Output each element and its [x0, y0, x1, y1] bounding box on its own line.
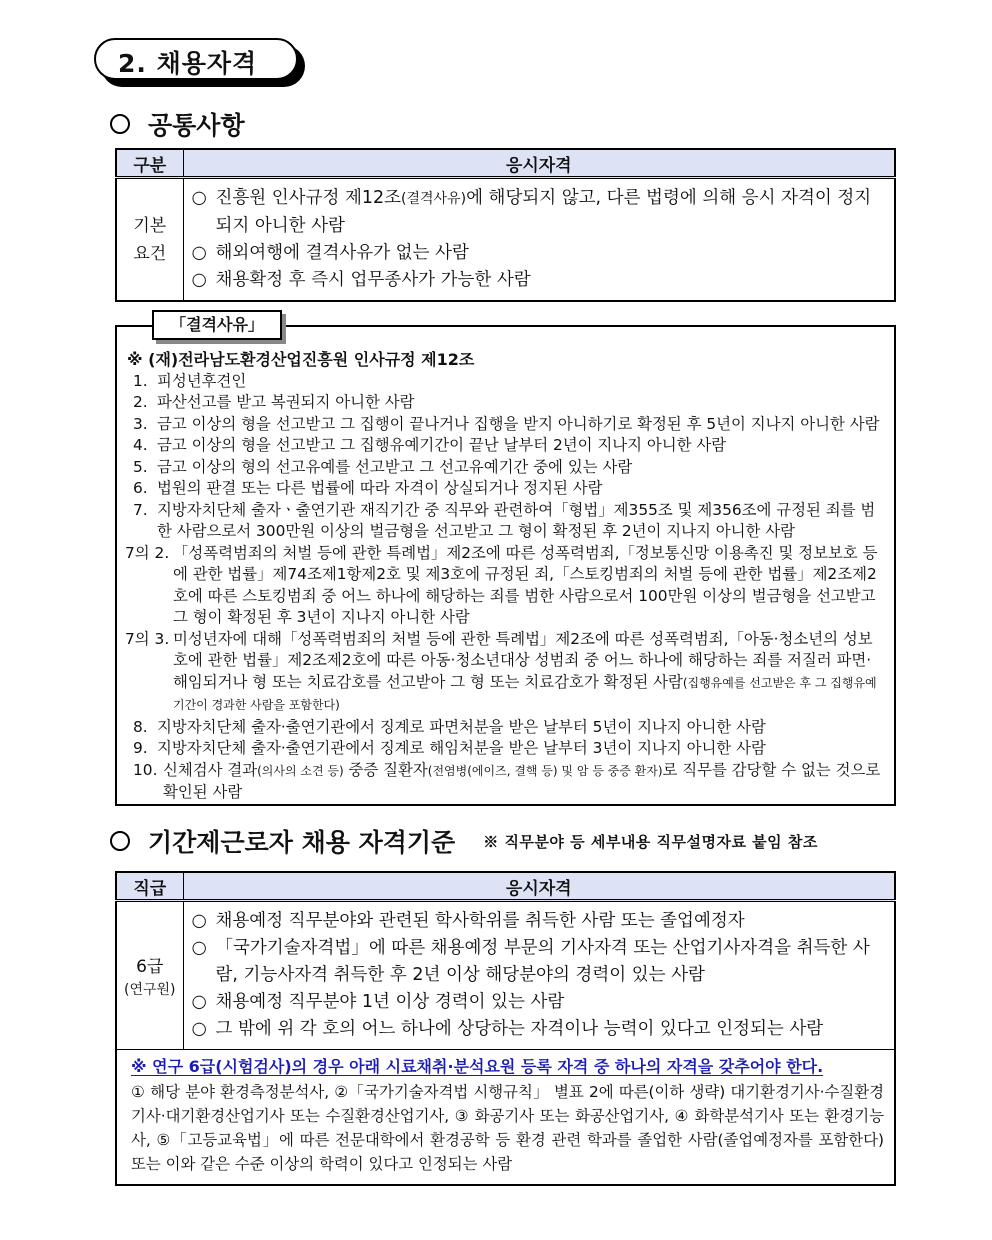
notice-cell	[116, 1050, 895, 1186]
list-item: ○ 해외여행에 결격사유가 없는 사람	[191, 243, 469, 263]
notice-heading: ※ 연구 6급(시험검사)의 경우 아래 시료채취·분석요원 등록 자격 중 하나의 자격을 갖추어야 한다.	[131, 1057, 824, 1076]
column-header-category: 구분	[116, 149, 183, 178]
list-item: 7의 3. 미성년자에 대해「성폭력범죄의 처벌 등에 관한 특례법」제2조에 따른 성폭력범죄,「아동·청소년의 성보호에 관한 법률」제2조제2호에 따른 아동·청소년대상 성범죄 중 어느 하나에 해당하는 죄를 저질러 파면·해임되거나 형 또는 치료감호를 선고받아 그 형 또는 치료감호가 확정된 사람(집행유예를 선고받은 후 그 집행유예기간이 경과한 사람을 포함한다)	[125, 629, 877, 712]
disqualification-heading: ※ (재)전라남도환경산업진흥원 인사규정 제12조	[127, 350, 475, 369]
list-item: 8. 지방자치단체 출자·출연기관에서 징계로 파면처분을 받은 날부터 5년이 지나지 아니한 사람	[133, 717, 766, 736]
column-header-qualification: 응시자격	[183, 149, 895, 178]
list-item: 6. 법원의 판결 또는 다른 법률에 따라 자격이 상실되거나 정지된 사람	[133, 479, 603, 497]
list-item: 1. 피성년후견인	[133, 371, 247, 390]
requirements-cell	[183, 178, 895, 302]
list-item: ○ 채용예정 직무분야 1년 이상 경력이 있는 사람	[191, 992, 565, 1012]
list-item: ○ 채용예정 직무분야와 관련된 학사학위를 취득한 사람 또는 졸업예정자	[191, 911, 745, 931]
list-item: 9. 지방자치단체 출자·출연기관에서 징계로 해임처분을 받은 날부터 3년이 지나지 아니한 사람	[133, 739, 766, 757]
requirements-cell	[183, 901, 895, 1050]
section-contract-title: 기간제근로자 채용 자격기준	[148, 828, 456, 857]
contract-requirements-table	[115, 871, 896, 1186]
list-item: 10. 신체검사 결과(의사의 소견 등) 중증 질환자(전염병(에이즈, 결핵 등) 및 암 등 중증 환자)로 직무를 감당할 수 없는 것으로 확인된 사람	[133, 760, 881, 801]
list-item: ○ 그 밖에 위 각 호의 어느 하나에 상당하는 자격이나 능력이 있다고 인정되는 사람	[191, 1019, 824, 1039]
list-item: ○ 「국가기술자격법」에 따른 채용예정 부문의 기사자격 또는 산업기사자격을 취득한 사람, 기능사자격 취득한 후 2년 이상 해당분야의 경력이 있는 사람	[191, 938, 870, 985]
section-common-heading	[110, 106, 245, 142]
circle-bullet-icon	[110, 114, 130, 134]
list-item: 7. 지방자치단체 출자ㆍ출연기관 재직기간 중 직무와 관련하여「형법」제355조 및 제356조에 규정된 죄를 범한 사람으로서 300만원 이상의 벌금형을 선고받고 그 형이 확정된 후 2년이 지나지 아니한 사람	[133, 500, 876, 540]
list-item: 5. 금고 이상의 형의 선고유예를 선고받고 그 선고유예기간 중에 있는 사람	[133, 457, 633, 476]
page-title: 2. 채용자격	[118, 49, 258, 78]
grade-cell	[116, 901, 183, 1050]
section-contract-heading	[110, 823, 818, 859]
list-item: 2. 파산선고를 받고 복권되지 아니한 사람	[133, 393, 415, 411]
list-item: 4. 금고 이상의 형을 선고받고 그 집행유예기간이 끝난 날부터 2년이 지나지 아니한 사람	[133, 436, 727, 454]
section-title-badge	[94, 38, 298, 80]
column-header-grade: 직급	[116, 872, 183, 901]
notice-body: ① 해당 분야 환경측정분석사, ②「국가기술자격법 시행규칙」 별표 2에 따른(이하 생략) 대기환경기사·수질환경기사·대기환경산업기사 또는 수질환경산업기사, ③ 화공기사 또는 화공산업기사, ④ 화학분석기사 또는 환경기능사, ⑤「고등교육법」에 따른 전문대학에서 환경공학 등 환경 관련 학과를 졸업한 사람(졸업예정자를 포함한다) 또는 이와 같은 수준 이상의 학력이 있다고 인정되는 사람	[131, 1083, 884, 1173]
category-cell: 기본 요건	[116, 178, 183, 302]
section-common-title: 공통사항	[148, 111, 245, 140]
list-item: 7의 2. 「성폭력범죄의 처벌 등에 관한 특례법」제2조에 따른 성폭력범죄,「정보통신망 이용촉진 및 정보보호 등에 관한 법률」제74조제1항제2호 및 제3호에 규정된 죄,「스토킹범죄의 처벌 등에 관한 법률」제2조제2호에 따른 스토킹범죄 중 어느 하나에 해당하는 죄를 범한 사람으로서 100만원 이상의 벌금형을 선고받고 그 형이 확정된 후 3년이 지나지 아니한 사람	[125, 543, 878, 626]
column-header-qualification: 응시자격	[183, 872, 895, 901]
list-item: ○ 채용확정 후 즉시 업무종사가 가능한 사람	[191, 270, 531, 290]
list-item: ○ 진흥원 인사규정 제12조(결격사유)에 해당되지 않고, 다른 법령에 의해 응시 자격이 정지되지 아니한 사람	[191, 188, 872, 236]
disqualification-tag: 「결격사유」	[152, 310, 282, 340]
grade-sub-label: (연구원)	[124, 981, 176, 998]
list-item: 3. 금고 이상의 형을 선고받고 그 집행이 끝나거나 집행을 받지 아니하기로 확정된 후 5년이 지나지 아니한 사람	[133, 414, 880, 433]
grade-label: 6급	[136, 956, 164, 977]
common-requirements-table	[115, 148, 896, 302]
disqualification-box	[115, 325, 896, 806]
circle-bullet-icon	[110, 831, 130, 851]
section-contract-note: ※ 직무분야 등 세부내용 직무설명자료 붙임 참조	[483, 832, 818, 851]
